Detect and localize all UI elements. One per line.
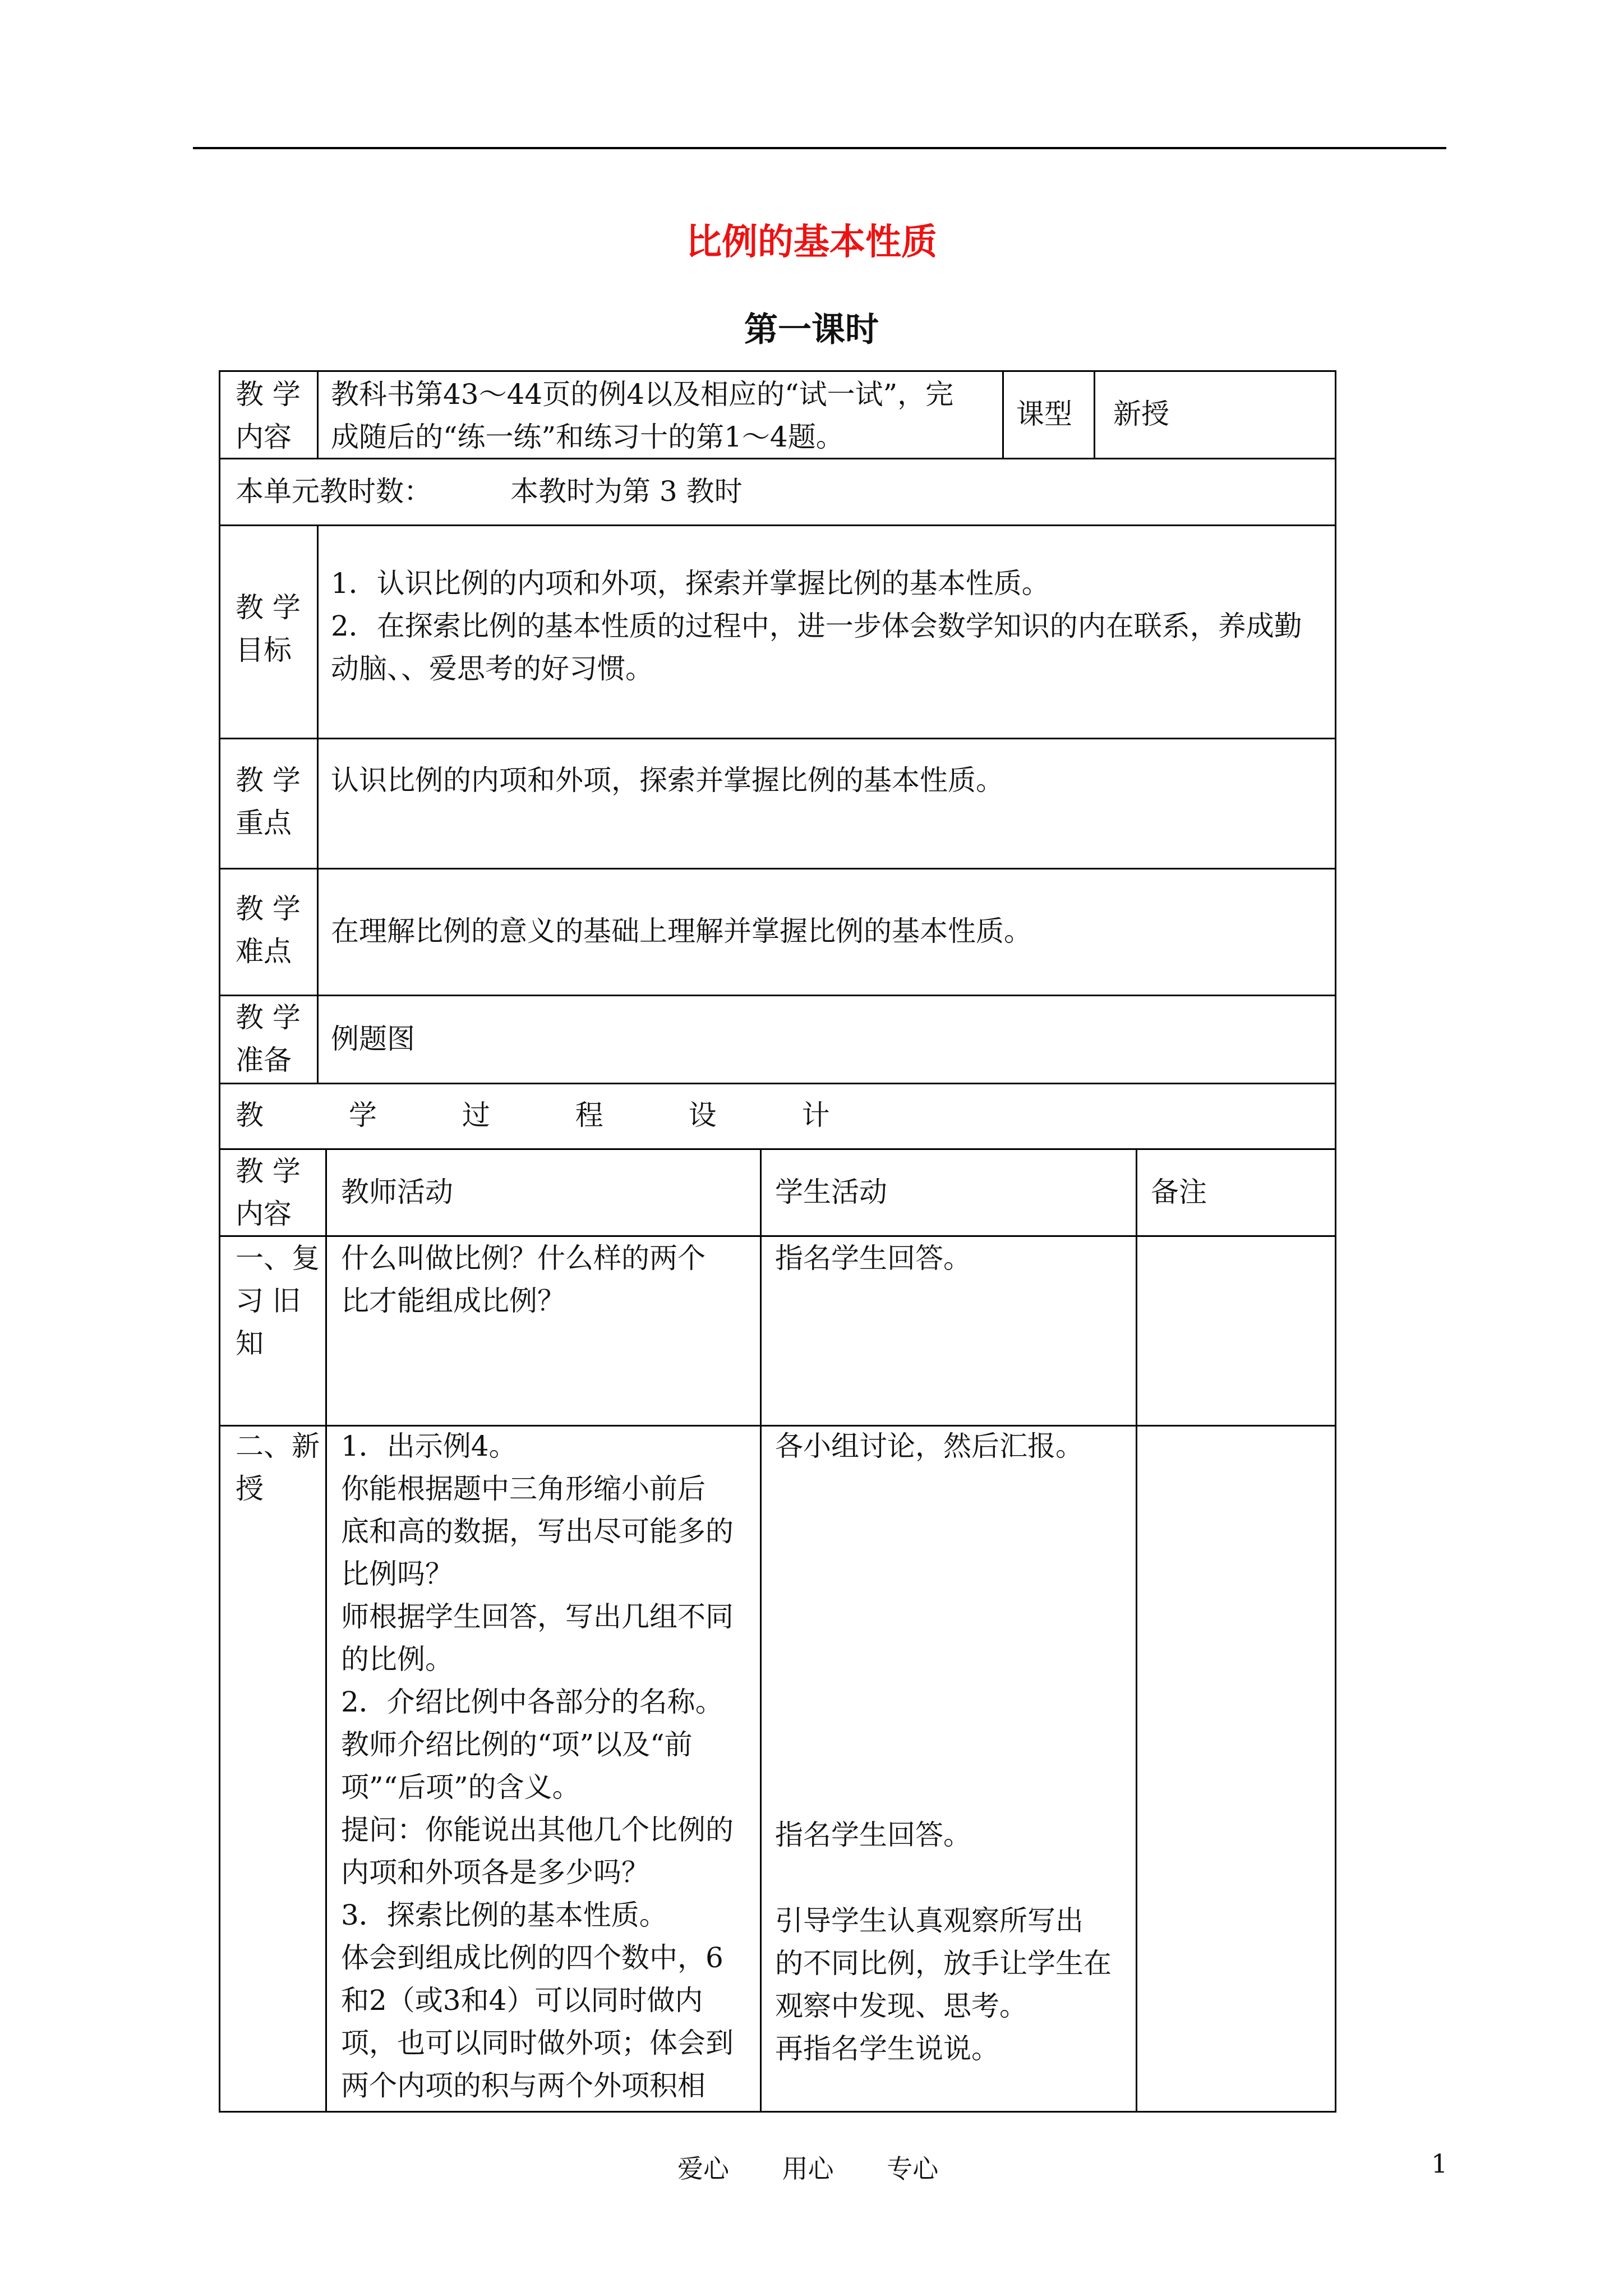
row-divider [219,524,1335,526]
footer-word: 用心 [782,2154,834,2184]
col-header-teacher: 教师活动 [341,1176,453,1208]
footer-word: 专心 [887,2154,939,2184]
content-text: 教科书第43～44页的例4以及相应的“试一试”，完 成随后的“练一练”和练习十的第1～4题。 [331,378,954,453]
teacher-activity-new-lesson: 1．出示例4。 你能根据题中三角形缩小前后 底和高的数据，写出尽可能多的 比例吗？ 师根据学生回答，写出几组不同 的比例。 2．介绍比例中各部分的名称。 教师介绍比例的“项”以及“前 项”“后项”的含义。 提问：你能说出其他几个比例的 内项和外项各是多少吗？ 3．探索比例的基本性质。 体会到组成比例的四个数中，6 和2（或3和4）可以同时做内 项，也可以同时做外项；体会到 两个内项的积与两个外项积相 [341,1430,734,2102]
key-points-text: 认识比例的内项和外项，探索并掌握比例的基本性质。 [331,764,1004,797]
content-label: 教 学 内容 [236,378,301,453]
goals-label: 教 学 目标 [236,591,301,666]
col-divider [325,1148,327,2111]
document-title: 比例的基本性质 [686,222,937,263]
col-divider [760,1148,762,2111]
col-header-student: 学生活动 [775,1176,887,1208]
lesson-subtitle: 第一课时 [744,310,879,349]
teacher-activity-review: 什么叫做比例？什么样的两个 比才能组成比例？ [341,1242,706,1317]
student-activity-discuss: 各小组讨论，然后汇报。 [775,1430,1083,1462]
col-header-notes: 备注 [1151,1176,1207,1208]
preparation-text: 例题图 [331,1023,415,1055]
preparation-label: 教 学 准备 [236,1001,301,1076]
student-activity-review: 指名学生回答。 [775,1242,971,1274]
key-points-label: 教 学 重点 [236,764,301,839]
goals-text: 1．认识比例的内项和外项，探索并掌握比例的基本性质。 2．在探索比例的基本性质的过程中，进一步体会数学知识的内在联系，养成勤 动脑、、爱思考的好习惯。 [331,567,1302,685]
col-divider [1094,370,1095,458]
header-rule [193,147,1446,149]
footer-word: 爱心 [677,2154,729,2184]
col-divider [317,524,319,1083]
col-header-content: 教 学 内容 [236,1155,301,1230]
section-review: 一、复 习 旧 知 [236,1242,320,1360]
col-divider [1002,370,1004,458]
row-divider [219,1148,1335,1150]
difficulty-text: 在理解比例的意义的基础上理解并掌握比例的基本性质。 [331,915,1032,947]
difficulty-label: 教 学 难点 [236,892,301,968]
lesson-type-label: 课型 [1016,398,1072,430]
page-number: 1 [1431,2148,1448,2179]
section-new-lesson: 二、新 授 [236,1430,320,1505]
row-divider [219,995,1335,996]
col-divider [1136,1148,1137,2111]
row-divider [219,868,1335,869]
lesson-type-value: 新授 [1113,398,1169,430]
process-heading: 教 学 过 程 设 计 [236,1099,846,1131]
unit-hours-label: 本单元教时数： [236,475,432,508]
row-divider [219,738,1335,739]
student-activity-observe: 引导学生认真观察所写出 的不同比例，放手让学生在 观察中发现、思考。 再指名学生说说。 [775,1904,1112,2065]
student-activity-answer: 指名学生回答。 [775,1819,971,1851]
current-hour-text: 本教时为第 3 教时 [510,475,743,508]
footer-motto [677,2148,983,2185]
row-divider [219,1083,1335,1084]
col-divider [317,370,319,458]
